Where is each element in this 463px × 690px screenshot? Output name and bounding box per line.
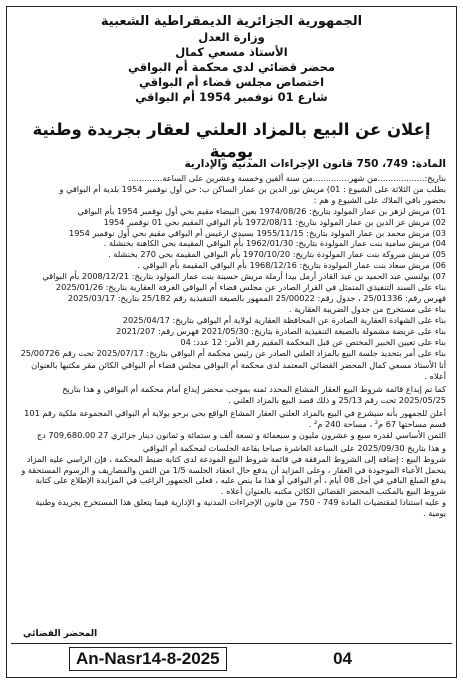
notice-header [7, 13, 456, 105]
body-line: فهرس رقم: 25/01336 ، جدول رقم: 25/00022 الممهور بالصيغة التنفيذية رقم 25/182 بتاريخ: 2025/03/17 [67, 292, 446, 303]
legal-notice-page [6, 6, 457, 678]
body-line: 01) مريش لزهر بن عمار المولود بتاريخ: 1974/08/26 بعين البيضاء مقيم بحي أول نوفمبر 1954 بأم البواقي [77, 205, 446, 216]
body-line: 03) مريش محمد بن عمار المولود بتاريخ: 1955/11/15 بسيدي ارغيس أم البواقي مقيم بحي أول نوفمبر 1954 [69, 227, 446, 238]
page-footer [11, 643, 452, 674]
page-number: 04 [333, 649, 352, 668]
body-line: بتاريخ:..................من شهر..............من سنة ألفين وخمسة وعشرين على الساعة............. [128, 173, 446, 183]
body-line: الثمن الأساسي لقدره سبع و عشرون مليون و سبعمائة و تسعة ألف و ستمائة و ثمانون دينار جزائري 27 709,680.00 دج [36, 429, 446, 440]
signature-label: المحضر القضائي [23, 629, 98, 639]
law-reference: المادة: 749، 750 قانون الإجراءات المدنية والإدارية [184, 158, 446, 170]
body-line: 02) مريش عز الدين بن عمار المولود بتاريخ: 1972/08/11 بأم البواقي المقيم بحي 01 نوفمبر 1954 [103, 216, 446, 227]
body-line: كما تم إيداع قائمة شروط البيع العقار المشاع المحدد ثمنه بموجب محضر إيداع أمام محكمة أم البواقي و هذا بتاريخ 2025/05/25 تحت رقم 25/13 و ذلك قصد البيع بالمزاد العلني . [62, 384, 446, 406]
body-line: بناء على عريضة مشمولة بالصيغة التنفيذية الصادرة بتاريخ: 2021/05/30 فهرس رقم: 2021/207 [116, 325, 446, 336]
bailiff-name: الأستاذ مسعي كمال [175, 45, 288, 59]
body-line: بناء على تعيين الخبير المختص عن قبل المحكمة المقيم رقم الأمر: 12 عدد: 04 [180, 336, 446, 347]
notice-title: إعلان عن البيع بالمزاد العلني لعقار بجريدة وطنية يومية [32, 120, 431, 161]
body-line: شروط البيع : إضافة إلى الشروط المرفقة في قائمة شروط البيع المودعة لدى كتابة ضبط المحكمة ، فإن الراسي عليه المزاد يتحمل الأعباء الموجودة في العقار ، وعلى المزايد أن يدفع حال انعقاد الجلسة 1/5 من الثمن والمصاريف و الرسوم المستحقة و يدفع المبلغ الباقي في أجل 08 أيام ، أم البواقي أو هذا ما ينص عليه ، فعلى الجمهور الراغب في المزايدة الإطلاع على كتابة شروط البيع بالمكتب المحضر القضائي الكائن مكتبه بالعنوان أعلاه . [21, 453, 446, 497]
body-line: بناء على مستخرج من جدول الضريبة العقارية . [289, 303, 446, 314]
body-line: بناء على أمر بتحديد جلسة البيع بالمزاد العلني الصادر عن رئيس محكمة أم البواقي بتاريخ: 2025/07/17 تحت رقم 25/00726 [20, 347, 446, 358]
body-line: 04) مريش سامية بنت عمار المولودة بتاريخ: 1962/01/30 بأم البواقي المقيمة بحي الكاهنة بخنشلة . [103, 238, 446, 249]
body-line: 05) مريش مبروكة بنت عمار المولودة بتاريخ: 1970/10/20 بأم البواقي المقيمة بحي 270 بخنشلة . [108, 249, 446, 260]
body-line: 07) بولنسي عبد الحميد بن عبد القادر أرمل بيدا أرملة مريش حسينة بنت عمار المولود بتاريخ: 2008/12/21 بأم البواقي [42, 271, 446, 282]
body-line: بطلب من الثلاثة على الشيوع : 01) مريش نور الدين بن عمار الساكن ب: حي أول نوفمبر 1954 بلدية أم البواقي و [59, 183, 446, 194]
body-line: بناء على السند التنفيذي المتمثل في القرار الصادر عن مجلس قضاء أم البواقي الغرفة العقارية بتاريخ: 2025/01/26 [55, 282, 446, 293]
republic-name: الجمهورية الجزائرية الديمقراطية الشعبية [100, 14, 363, 29]
body-line: و عليه استنادا لمقتضيات المادة 749 - 750 من قانون الإجراءات المدنية و الإدارية فيما يتعلق هذا المستخرج بجريدة وطنية يومية . [35, 497, 446, 519]
notice-body [17, 173, 446, 635]
jurisdiction: اختصاص مجلس قضاء أم البواقي [138, 75, 325, 89]
body-line: أعلن للجمهور بأنه سيشرع في البيع بالمزاد العلني العقار المشاع الواقع بحي برحو بولاية أم البواقي المجموعة ملكية رقم 101 قسم مساحتها 67 م² ، مساحة 240 م² . [24, 408, 446, 429]
body-line: و هذا بتاريخ 2025/09/30 على الساعة العاشرة صباحا بقاعة الجلسات لمحكمة أم البواقي [142, 442, 446, 453]
body-line: أنا الأستاذ مسعي كمال المحضر القضائي المعتمد لدى محكمة أم البواقي مجلس قضاء أم البواقي الكائن مقر مكتبها بالعنوان أعلاه . [31, 360, 446, 382]
publication-stamp: An-Nasr14-8-2025 [69, 647, 227, 671]
body-line: بحضور باقي الملاك على الشيوع و هم : [313, 194, 446, 205]
office-address: شارع 01 نوفمبر 1954 أم البواقي [135, 90, 328, 104]
ministry-name: وزارة العدل [198, 30, 265, 44]
bailiff-office: محضر قضائي لدى محكمة أم البواقي [128, 60, 335, 74]
body-line: 06) مريش سعاد بنت عمار المولودة بتاريخ: 1968/12/16 بأم البواقي المقيمة بأم البواقي . [137, 260, 446, 271]
body-line: بناء على الشهادة العقارية الصادرة عن المحافظة العقارية لولاية أم البواقي بتاريخ: 2025/04/17 [122, 314, 446, 325]
